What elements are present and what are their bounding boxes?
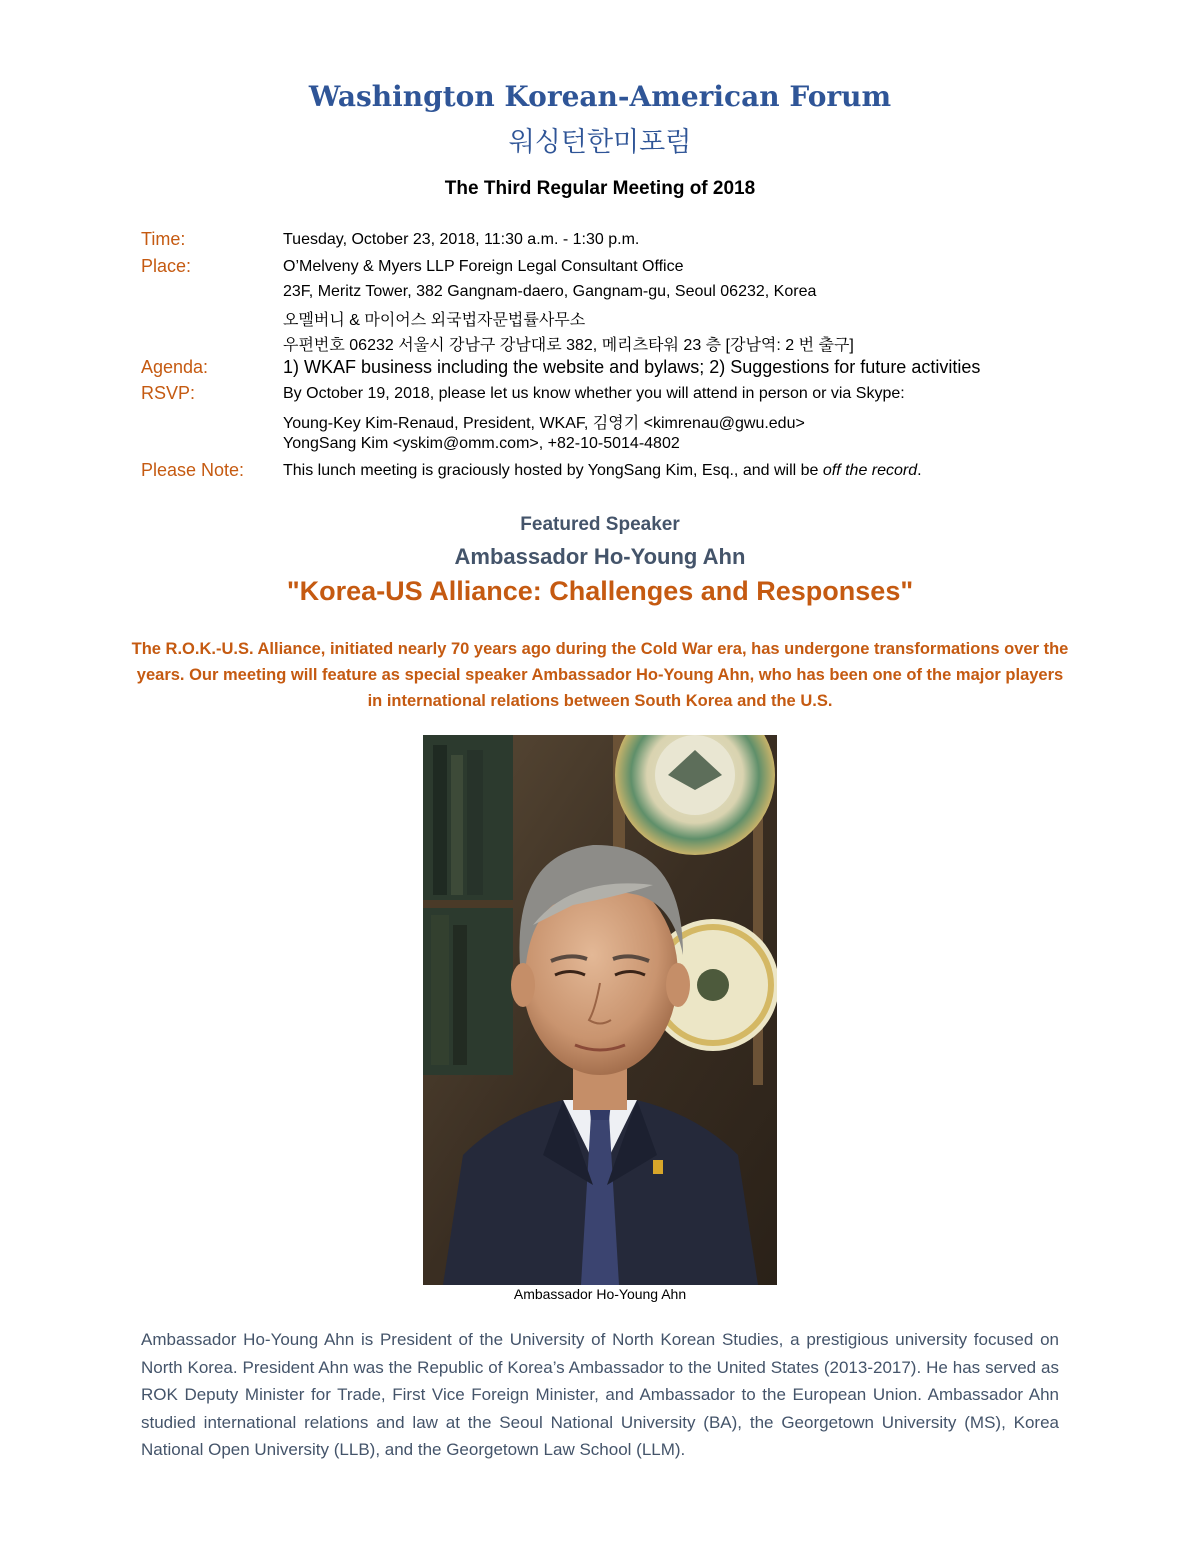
photo-caption: Ambassador Ho-Young Ahn — [513, 1286, 687, 1302]
speaker-bio: Ambassador Ho-Young Ahn is President of the University of North Korean Studies, a prestigious university focused on North Korea. President Ahn was the Republic of Korea’s Ambassador to the United States (2013-2017). He has served as ROK Deputy Minister for Trade, First Vice Foreign Minister, and Ambassador to the European Union. Ambassador Ahn studied international relations and law at the Seoul National University (BA), the Georgetown University (MS), Korea National Open University (LLB), and the Georgetown Law School (LLM). — [141, 1330, 1059, 1459]
note-text-main: This lunch meeting is graciously hosted by YongSang Kim, Esq., and will be — [283, 462, 823, 479]
agenda-value: 1) WKAF business including the website and bylaws; 2) Suggestions for future activities — [283, 357, 981, 377]
time-value: Tuesday, October 23, 2018, 11:30 a.m. - 1:30 p.m. — [283, 231, 640, 248]
talk-title: "Korea-US Alliance: Challenges and Responses" — [286, 576, 914, 606]
org-title-korean: 워싱턴한미포럼 — [508, 127, 692, 158]
note-text — [283, 462, 922, 480]
time-label: Time: — [141, 229, 186, 249]
place-line: O’Melveny & Myers LLP Foreign Legal Consultant Office — [283, 258, 684, 275]
org-title: Washington Korean-American Forum — [308, 80, 892, 113]
speaker-name: Ambassador Ho-Young Ahn — [454, 544, 746, 569]
note-label: Please Note: — [141, 460, 245, 480]
speaker-photo — [423, 735, 777, 1285]
rsvp-label: RSVP: — [141, 383, 196, 403]
featured-speaker-label: Featured Speaker — [520, 514, 680, 535]
rsvp-contact: Young-Key Kim-Renaud, President, WKAF, 김영기 <kimrenau@gwu.edu> — [283, 415, 805, 432]
meeting-title: The Third Regular Meeting of 2018 — [444, 178, 756, 199]
rsvp-line: By October 19, 2018, please let us know whether you will attend in person or via Skype: — [283, 385, 905, 402]
intro-paragraph: The R.O.K.-U.S. Alliance, initiated nearly 70 years ago during the Cold War era, has undergone transformations over the years. Our meeting will feature as special speaker Ambassador Ho-Young Ahn, who has been one of the major players in international relations between South Korea and the U.S. — [131, 640, 1069, 710]
place-line-korean: 우편번호 06232 서울시 강남구 강남대로 382, 메리츠타워 23 층 [강남역: 2 번 출구] — [283, 337, 854, 354]
rsvp-contact: YongSang Kim <yskim@omm.com>, +82-10-5014-4802 — [283, 435, 680, 452]
note-text-end: . — [917, 462, 922, 479]
agenda-label: Agenda: — [141, 357, 209, 377]
place-line-korean: 오멜버니 & 마이어스 외국법자문법률사무소 — [283, 312, 586, 329]
place-label: Place: — [141, 256, 192, 276]
place-line: 23F, Meritz Tower, 382 Gangnam-daero, Gangnam-gu, Seoul 06232, Korea — [283, 283, 817, 300]
note-text-italic: off the record — [822, 462, 918, 479]
